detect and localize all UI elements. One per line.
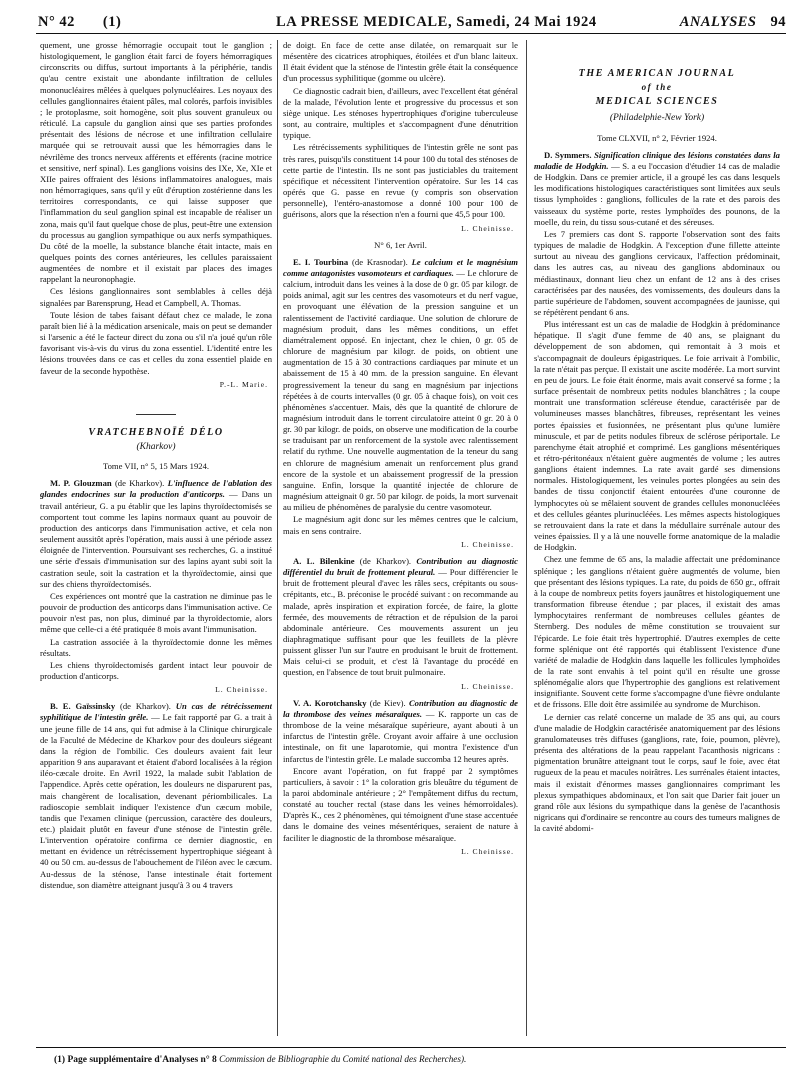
paragraph: Toute lésion de tabes faisant défaut chez ce malade, le zona paraît bien lié à la médication arsenicale, mais on peut se demander si l'arsenic a été le facteur direct du zona ou s'il n'a joué qu'un rôle favorisant vis-à-vis du virus du zona essentiel. L'identité entre les lésions trouvées dans ce cas et celles du zona essentiel plaide en faveur de la seconde hypothèse. (40, 309, 272, 376)
signature: L. Cheinisse. (461, 539, 514, 549)
abstract (283, 556, 518, 679)
signature: L. Cheinisse. (461, 846, 514, 856)
author-name: E. I. Tourbina (293, 256, 349, 267)
issue-number: N° 42 (38, 13, 75, 30)
paragraph: Ce diagnostic cadrait bien, d'ailleurs, avec l'excellent état général de la malade, l'évolution lente et progressive du processus et son siège unique. Les sténoses hypertrophiques d'origine tuberculeuse sont, au contraire, multiples et s'accompagnent d'une dénutrition typique. (283, 85, 518, 141)
header-left (38, 14, 121, 31)
paragraph: Encore avant l'opération, on fut frappé par 2 symptômes particuliers, à savoir : 1° la coloration gris bleuâtre du tégument de la paroi abdominale antérieure ; 2° l'empâtement diffus du rectum, constaté au toucher rectal (stase dans les veines hémorroïdales). D'après K., ces 2 phénomènes, qui témoignent d'une stase accentuée dans le domaine des veines mésentériques, seraient de nature à faciliter le diagnostic de la thrombose mésaraïque. (283, 765, 518, 843)
abstract (283, 257, 518, 514)
author-name: A. L. Bilenkine (293, 555, 355, 566)
author-name: M. P. Glouzman (50, 478, 112, 489)
abstract-body: — Dans un travail antérieur, G. a pu établir que les lapins thyroïdectomisés se comportent tout comme les lapins normaux quant au pouvoir de production des anticorps dans l'immunisation active, et cela non seulement aussitôt après l'opération, mais aussi à une période assez éloignée de l'intervention. Poursuivant ses recherches, G. a institué une série d'essais d'immunisation sur des lapins ayant subi soit la castration seule, soit la castration et la thyroïdectomie, ainsi que sur des chiens thyroïdectomisés. (40, 489, 272, 589)
abstract-body: — Le fait rapporté par G. a trait à une jeune fille de 14 ans, qui fut admise à la Clinique chirurgicale de la Faculté de Médecine de Kharkov pour des douleurs siégeant dans la région de l'ombilic. Ces douleurs avaient fait leur apparition 9 ans auparavant et étaient d'abord localisées à la région iléo-cæcale droite. En Avril 1922, la malade subit l'ablation de l'appendice. Après cette opération, les douleurs ne disparurent pas, mais changèrent de localisation, devenant périombilicales. La radioscopie semblait indiquer l'existence d'un cæcum mobile, tandis que l'examen clinique (percussion, caractère des douleurs, etc.) plaidait plutôt en faveur d'une sténose de l'intestin grêle. L'intervention opératoire confirma ce dernier diagnostic, en mettant en évidence un rétrécissement hypertrophique siégeant à 40 ou 50 cm. au-dessus de l'abouchement de l'iléon avec le cæcum. Au-dessus de la sténose, l'anse intestinale était fortement distendue, son diamètre atteignant jusqu'à 3 ou 4 travers (40, 712, 272, 890)
abstract-body: — Pour différencier le bruit de frottement pleural d'avec les râles secs, crépitants ou sous-crépitants, etc., B. préconise le procédé suivant : on recommande au malade, après inspiration et expiration forcée, de faire, la glotte fermée, des mouvements de rétraction et de répulsion de la paroi abdominale antérieure. Ces mouvements assurent un jeu diaphragmatique suffisant pour que les feuillets de la plèvre puissent glisser l'un sur l'autre en produisant le bruit de frottement. Mais celui-ci se produit, et c'est là l'avantage du procédé en question, en l'absence de tout bruit pulmonaire. (283, 567, 518, 678)
author-place: (de Kharkov). (111, 478, 168, 489)
page-footer (54, 1054, 786, 1065)
abstract (534, 150, 780, 228)
author-place: (de Kharkov). (115, 701, 176, 712)
author-name: V. A. Korotchansky (293, 697, 367, 708)
issue-date: Samedi, 24 Mai 1924 (456, 13, 597, 30)
paragraph: Les 7 premiers cas dont S. rapporte l'observation sont des faits typiques de maladie de Hodgkin. A l'exception d'une fillette atteinte surtout au niveau des ganglions cervicaux, l'affection prédominait, dans les autres cas, au niveau des ganglions abdominaux ou médiastinaux, donnant lieu chez un enfant de 12 ans à des crises caractérisées par des nausées, des vomissements, des douleurs dans la partie supérieure de l'abdomen, souvent accompagnées de jaunisse, qui se répétèrent pendant 6 ans. (534, 228, 780, 317)
column-3 (534, 40, 780, 1042)
header-rule (36, 33, 786, 34)
signature: L. Cheinisse. (461, 681, 514, 691)
abstract (283, 698, 518, 765)
journal-title: VRATCHEBNOÏÉ DÉLO (88, 426, 224, 438)
abstract-body: — S. a eu l'occasion d'étudier 14 cas de maladie de Hodgkin. Dans ce premier article, il a groupé les cas dans lesquels les modifications histologiques caractéristiques sont limitées aux seuls tissus lymphoïdes : ganglions, follicules de la rate et des parois des vaisseaux du système porte, restes lymphoïdes des pounons, de la moelle, du rein, du tissu sous-cutané et des séreuses. (534, 160, 780, 227)
article-title: Signification clinique des lésions constatées dans la maladie de Hodgkin. (534, 149, 780, 171)
journal-title: THE AMERICAN JOURNAL (578, 68, 736, 79)
paragraph: quement, une grosse hémorragie occupait tout le ganglion ; histologiquement, le ganglion était farci de foyers hémorragiques circonscrits ou diffus, surtout importants à la périphérie, tandis qu'au centre existait une abondante infiltration de cellules mononucléaires mêlées à quelques polynucléaires. Les noyaux des cellules ganglionnaires étaient pâles, mal colorés, parfois invisibles ; le protoplasme, soit homogène, soit plus souvent granuleux ou réticulé. La capsule du ganglion ainsi que ses parties profondes présentait des lésions de nécrose et une infiltration cellulaire marquée qui se retrouvait aussi que les hémorragies dans le névrilème des troncs nerveux afférents et efférents (racine motrice et sensitive, nerf spinal). Les ganglions voisins des IXe, Xe, XIe et XIIe paires offraient des lésions inflammatoires analogues, mais non hémorragiques, sans qu'il y eût d'éruption zostérienne dans les territoires correspondants, ce qui laisse supposer que l'inflammation du seul ganglion spinal est incapable de réaliser un zona, mais qu'il faut quelque chose de plus, peut-être une extension du processus au ganglion sympathique ou aux nerfs sympathiques. Du côté de la moelle, la substance blanche était intacte, mais en quelques points des cornes antérieures, les cellules paraissaient augmentées de nombre et il existait par places des images rappelant la neuronophagie. (40, 40, 272, 285)
footnote-text: Page supplémentaire d'Analyses n° 8 (67, 1055, 217, 1065)
journal-city: (Kharkov) (136, 442, 176, 452)
footnote-marker: (1) (102, 13, 122, 30)
journal-title: MEDICAL SCIENCES (595, 96, 719, 108)
header-center (276, 14, 597, 31)
footer-rule (36, 1047, 786, 1048)
column-2 (283, 40, 518, 1042)
abstract (40, 701, 272, 891)
paragraph: Ces lésions ganglionnaires sont semblables à celles déjà signalées par Barensprung, Head et Campbell, A. Thomas. (40, 286, 272, 308)
paragraph: Le dernier cas relaté concerne un malade de 35 ans qui, au cours d'une maladie de Hodgkin caractérisée anatomiquement par des lésions granulomateuses très diffuses (ganglions, rate, foie, poumon, plèvre), présenta des altérations de la peau rappelant l'acanthosis nigricans : pigmentation brunâtre atteignant tout le corps, sauf le foie, avec état rugueux de la peau et macules noirâtres. Les surrénales étaient intactes, mais il existait d'énormes masses ganglionnaires comprimant les plexus sympathiques abdominaux, et l'on sait que Darier fait jouer un grand rôle aux lésions du sympathique dans la genèse de l'acanthosis nigricans qui d'ordinaire se rencontre au cours des tumeurs malignes de la cavité abdomi- (534, 711, 780, 834)
abstract (40, 478, 272, 590)
page-number: 94 (770, 13, 786, 30)
column-separator (277, 40, 278, 1036)
abstract-body: — K. rapporte un cas de thrombose de la veine mésaraïque supérieure, ayant abouti à un infarctus de l'intestin grêle. Croyant avoir affaire à une occlusion intestinale, on fit une laparotomie, qui montra l'existence d'un infarctus de l'intestin grêle. Le malade succomba 12 heures après. (283, 708, 518, 764)
footnote-marker: (1) (54, 1055, 66, 1065)
author-name: B. E. Gaïssinsky (50, 701, 116, 712)
section-name: ANALYSES (679, 13, 757, 30)
column-separator (526, 40, 527, 1036)
footnote-source: Commission de Bibliographie du Comité national des Recherches). (219, 1054, 467, 1064)
article-title: L'influence de l'ablation des glandes endocrines sur la production d'anticorps. (40, 478, 272, 500)
page-header (38, 12, 786, 32)
journal-city: (Philadelphie-New York) (609, 113, 705, 124)
abstract-body: — Le chlorure de calcium, introduit dans les veines à la dose de 0 gr. 05 par kilogr. de poids animal, agit sur les centres des vasomoteurs et du nerf vague, en provoquant une élévation de la pression sanguine et un ralentissement de l'activité cardiaque. Une solution de chlorure de magnésium produit, dans les mêmes conditions, un effet diamétralement opposé. En injectant, chez le chien, 0 gr. 05 de chlorure de magnésium par kilogr. de poids, on obtient une augmentation de 15 à 30 contractions cardiaques par minute et un abaissement de 15 à 40 mm. de la pression sanguine. En élevant progressivement la teneur du sang en magnésium par injections répétées à de courts intervalles (0 gr. 05 à chaque fois), on voit ces phénomènes s'accentuer. Mais, dès que la quantité de chlorure de magnésium introduit dans le torrent circulatoire atteint 0 gr. 20 à 0 gr. 30 par kilogr. de poids, on observe une modification de la courbe se traduisant par un renforcement de la systole avec ralentissement relatif du rythme. Une nouvelle augmentation de la teneur du sang en chlorure de magnésium amenait un renforcement plus grand encore de la systole et un abaissement progressif de la pression sanguine. Enfin, lorsque la quantité injectée de chlorure de magnésium atteignait 0 gr. 50 par kilogr. de poids, la mort survenait au milieu de phénomènes de paralysie du centre vasomoteur. (283, 267, 518, 513)
column-1 (40, 40, 272, 1042)
issue-line: Tome CLXVII, n° 2, Février 1924. (597, 132, 717, 143)
paragraph: Les rétrécissements syphilitiques de l'intestin grêle ne sont pas très rares, puisqu'ils constituent 14 pour 100 du total des sténoses de cette partie de l'intestin. Ils ne sont pas justiciables du traitement spécifique et nécessitent l'intervention opératoire. Sur les 14 cas opérés que G. passe en revue (y compris son observation personnelle), l'entéro-anastomose a donné 100 pour 100 de guérisons, alors que la résection n'en a fourni que 45,5 pour 100. (283, 142, 518, 220)
signature: L. Cheinisse. (215, 685, 268, 695)
author-place: (de Kharkov). (354, 555, 417, 566)
header-right (680, 14, 786, 31)
article-title: Un cas de rétrécissement syphilitique de l'intestin grêle. (40, 701, 272, 723)
author-place: (de Kiev). (366, 697, 409, 708)
paragraph: Plus intéressant est un cas de maladie de Hodgkin à prédominance hépatique. Il s'agit d'une femme de 40 ans, se plaignant du développement de son abdomen, qui remontait à 3 mois et s'accompagnait de douleurs épigastriques. Le foie arrivait à l'ombilic, la rate n'était pas perçue. Il existait une ascite modérée. La mort survint en peu de jours. Le foie était énorme, mais avait conservé sa forme ; la surface présentait de nombreux petits nodules blanchâtres ; la coupe montrait une transformation scléreuse étendue, caractérisée par de volumineuses masses blanchâtres, fibreuses, représentant les veines portes épaissies et fusionnées, ne présentant plus qu'une lumière minuscule, et par de petits nodules fibreux de sclérose périportale. Le parenchyme était atrophié et comprimé. Les ganglions mésentériques et rétro-péritonéaux n'étaient guère augmentés de volume ; les autres ganglions étaient indemnes. La rate avait gardé ses dimensions normales. Histologiquement, les veinules portes plongées au sein des bandes de tissu conjonctif étaient entourées d'une couronne de lymphocytes où se mêlaient souvent de grandes cellules mononucléées et des cellules géantes plurinucléées. Les mêmes aspects histologiques se retrouvaient dans la rate et dans la médullaire surrénale autour des veines épaissies. Il y a là une nouvelle forme anatomique de la maladie de Hodgkin. (534, 319, 780, 553)
author-place: (de Krasnodar). (348, 256, 412, 267)
divider (136, 414, 176, 415)
article-title: Contribution au diagnostic de la thrombose des veines mésaraïques. (283, 697, 518, 719)
paragraph: Chez une femme de 65 ans, la maladie affectait une prédominance splénique ; les ganglions n'étaient guère augmentés de volume, bien que présentant des lésions typiques. La rate, du poids de 650 gr., offrait à la coupe de nombreux petits foyers jaunâtres et histologiquement une transformation fibreuse étendue ; par places, il existait des amas lymphocytaires renfermant de nombreuses cellules géantes de Sternberg. Des nodules de même constitution se trouvaient sur l'épicarde. Le foie était très hypertrophié. D'autres exemples de cette forme splénique ont été rapportés qui établissent l'existence d'une variété de maladie de Hodgkin dans laquelle les follicules lymphoïdes de la rate sont envahis à tel point qu'il en résulte une grosse splénomégalie alors que l'hypertrophie des ganglions est relativement insignifiante. Souvent cette forme s'accompagne d'une fièvre ondulante et de frissons. Elle doit être assimilée au syndrome de Murchison. (534, 554, 780, 710)
journal-name: LA PRESSE MEDICALE, (276, 13, 453, 30)
paragraph: de doigt. En face de cette anse dilatée, on remarquait sur le mésentère des cicatrices atrophiques, étoilées et d'un blanc laiteux. Il était évident que la sténose de l'intestin grêle était la conséquence d'un processus syphilitique (gomme ou ulcère). (283, 40, 518, 84)
signature: P.-L. Marie. (219, 379, 268, 389)
author-name: D. Symmers. (544, 149, 592, 160)
signature: L. Cheinisse. (461, 223, 514, 233)
paragraph: Le magnésium agit donc sur les mêmes centres que le calcium, mais en sens contraire. (283, 514, 518, 536)
issue-line: N° 6, 1er Avril. (374, 239, 427, 250)
journal-title: of the (641, 82, 673, 93)
article-title: Le calcium et le magnésium comme antagonistes vasomoteurs et cardiaques. (283, 256, 518, 278)
paragraph: La castration associée à la thyroïdectomie donne les mêmes résultats. (40, 636, 272, 658)
issue-line: Tome VII, n° 5, 15 Mars 1924. (102, 461, 210, 472)
paragraph: Les chiens thyroïdectomisés gardent intact leur pouvoir de production d'anticorps. (40, 659, 272, 681)
article-title: Contribution au diagnostic différentiel du bruit de frottement pleural. (283, 555, 518, 578)
paragraph: Ces expériences ont montré que la castration ne diminue pas le pouvoir de production des anticorps dans l'immunisation active. Ce pouvoir n'est pas, non plus, diminué par la thyroïdectomie, alors même que celle-ci a été pratiquée 8 mois avant l'immunisation. (40, 590, 272, 635)
